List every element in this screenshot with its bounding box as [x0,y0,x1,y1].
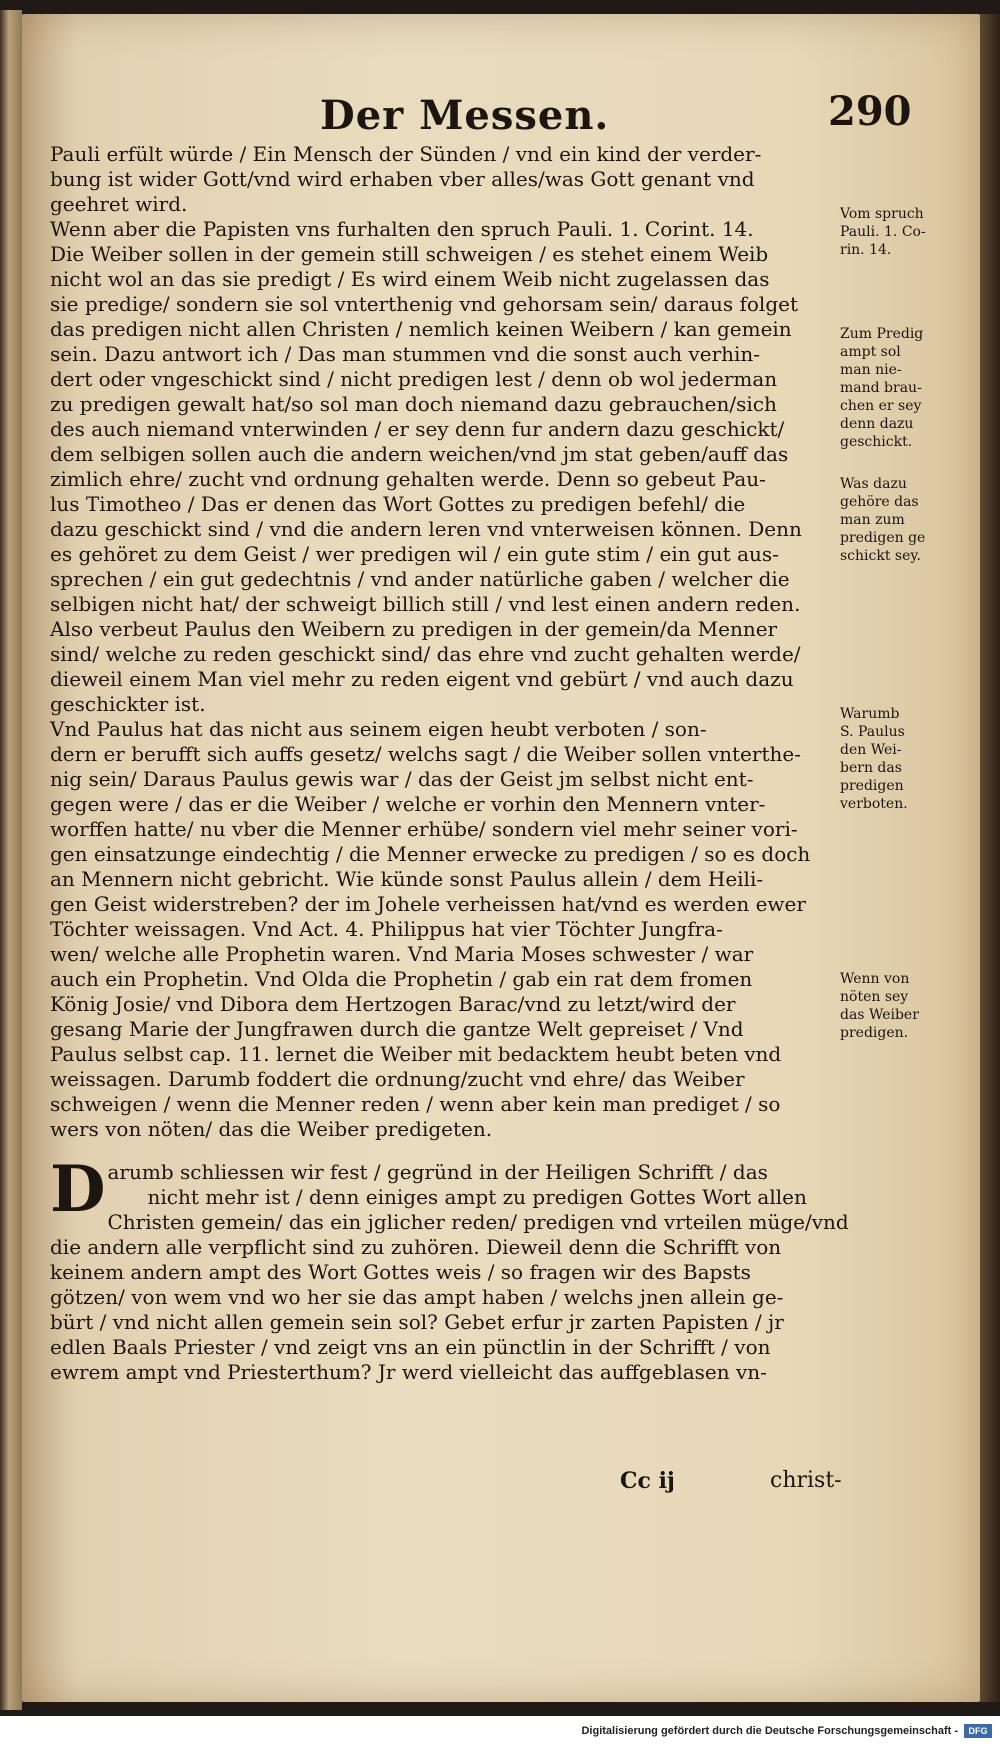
margin-note-line: das Weiber [840,1007,919,1023]
text-line: geschickter ist. [50,692,206,716]
funding-credit: Digitalisierung gefördert durch die Deutsche Forschungsgemeinschaft - [581,1725,958,1737]
margin-note [840,205,980,259]
text-line: bung ist wider Gott/vnd wird erhaben vber alles/was Gott genant vnd [50,167,755,191]
text-line [50,1260,830,1285]
margin-note-line: chen er sey [840,398,922,414]
margin-note [840,325,980,451]
margin-note-line: nöten sey [840,989,909,1005]
text-line [50,1235,830,1260]
margin-note-line: predigen [840,778,904,794]
text-line [50,1335,830,1360]
text-line: nig sein/ Daraus Paulus gewis war / das der Geist jm selbst nicht ent- [50,767,754,791]
text-line: Paulus selbst cap. 11. lernet die Weiber mit bedacktem heubt beten vnd [50,1042,782,1066]
text-line: gen Geist widerstreben? der im Johele verheissen hat/vnd es werden ewer [50,892,806,916]
margin-note-line: gehöre das [840,494,919,510]
text-line-content: Christen gemein/ das ein jglicher reden/ predigen vnd vrteilen müge/vnd [107,1210,849,1234]
margin-note-line: Was dazu [840,476,907,492]
text-line: geehret wird. [50,192,188,216]
text-line: Die Weiber sollen in der gemein still schweigen / es stehet einem Weib [50,242,769,266]
margin-note-line: Vom spruch [840,206,924,222]
page-gutter-shadow [980,14,1000,1702]
text-line: des auch niemand vnterwinden / er sey denn fur andern dazu geschickt/ [50,417,785,441]
text-line-content: nicht mehr ist / denn einiges ampt zu predigen Gottes Wort allen [147,1185,807,1209]
text-line: Töchter weissagen. Vnd Act. 4. Philippus hat vier Töchter Jungfra- [50,917,723,941]
text-line-content: arumb schliessen wir fest / gegründ in der Heiligen Schrifft / das [107,1160,768,1184]
text-line-content: edlen Baals Priester / vnd zeigt vns an ein pünctlin in der Schrifft / von [50,1335,771,1359]
text-line: nicht wol an das sie predigt / Es wird einem Weib nicht zugelassen das [50,267,770,291]
paragraph-main [50,142,830,1142]
text-line: an Mennern nicht gebricht. Wie künde sonst Paulus allein / dem Heili- [50,867,764,891]
catchword: christ- [770,1468,842,1493]
text-line-content: bürt / vnd nicht allen gemein sein sol? Gebet erfur jr zarten Papisten / jr [50,1310,784,1334]
text-line: zimlich ehre/ zucht vnd ordnung gehalten werde. Denn so gebeut Pau- [50,467,766,491]
text-line [50,1210,849,1235]
text-line-content: ewrem ampt vnd Priesterthum? Jr werd vielleicht das auffgeblasen vn- [50,1360,767,1384]
margin-note-line: ampt sol [840,344,901,360]
margin-note [840,705,980,813]
margin-note-line: Pauli. 1. Co- [840,224,926,240]
margin-note-line: mand brau- [840,380,922,396]
text-line: sie predige/ sondern sie sol vnterthenig vnd gehorsam sein/ daraus folget [50,292,798,316]
text-line: dazu geschickt sind / vnd die andern leren vnd vnterweisen können. Denn [50,517,802,541]
margin-note-line: denn dazu [840,416,914,432]
margin-note-line: verboten. [840,796,908,812]
text-line [50,1360,830,1385]
margin-note-line: man nie- [840,362,902,378]
text-line: gegen were / das er die Weiber / welche er vorhin den Mennern vnter- [50,792,766,816]
text-line: Vnd Paulus hat das nicht aus seinem eigen heubt verboten / son- [50,717,707,741]
page-number: 290 [828,88,912,135]
text-line: es gehöret zu dem Geist / wer predigen wil / ein gute stim / ein gut aus- [50,542,779,566]
text-line-content: götzen/ von wem vnd wo her sie das ampt haben / welchs jnen allein ge- [50,1285,784,1309]
margin-note-line: Warumb [840,706,900,722]
text-line: dert oder vngeschickt sind / nicht predigen lest / denn ob wol jederman [50,367,778,391]
footer-bar [0,1716,1000,1748]
margin-note-line: Wenn von [840,971,910,987]
text-line: Pauli erfült würde / Ein Mensch der Sünden / vnd ein kind der verder- [50,142,762,166]
text-line: wers von nöten/ das die Weiber predigeten. [50,1117,493,1141]
text-line: sein. Dazu antwort ich / Das man stummen vnd die sonst auch verhin- [50,342,761,366]
text-line: Also verbeut Paulus den Weibern zu predigen in der gemein/da Menner [50,617,778,641]
text-line: König Josie/ vnd Dibora dem Hertzogen Barac/vnd zu letzt/wird der [50,992,736,1016]
text-line: dern er berufft sich auffs gesetz/ welchs sagt / die Weiber sollen vnterthe- [50,742,801,766]
text-line: Wenn aber die Papisten vns furhalten den spruch Pauli. 1. Corint. 14. [50,217,754,241]
running-head: Der Messen. [320,92,610,139]
margin-note-line: rin. 14. [840,242,892,258]
margin-note-line: S. Paulus [840,724,905,740]
text-line: gesang Marie der Jungfrawen durch die gantze Welt gepreiset / Vnd [50,1017,744,1041]
text-line [50,1185,830,1210]
text-line: gen einsatzunge eindechtig / die Menner erwecke zu predigen / so es doch [50,842,811,866]
margin-note [840,475,980,565]
text-line: selbigen nicht hat/ der schweigt billich still / vnd lest einen andern reden. [50,592,801,616]
text-line: worffen hatte/ nu vber die Menner erhübe/ sondern viel mehr seiner vori- [50,817,798,841]
body-text [50,142,849,1385]
text-line-content: keinem andern ampt des Wort Gottes weis / so fragen wir des Bapsts [50,1260,751,1284]
text-line: sind/ welche zu reden geschickt sind/ das ehre vnd zucht gehalten werde/ [50,642,801,666]
margin-note [840,970,980,1042]
facing-page-edge [0,10,22,1710]
text-line: lus Timotheo / Das er denen das Wort Gottes zu predigen befehl/ die [50,492,746,516]
text-line: dieweil einem Man viel mehr zu reden eigent vnd gebürt / vnd auch dazu [50,667,794,691]
text-line-content: die andern alle verpflicht sind zu zuhören. Dieweil denn die Schrifft von [50,1235,782,1259]
signature-mark: Cc ij [620,1468,675,1494]
margin-note-line: predigen. [840,1025,909,1041]
text-line [50,1285,830,1310]
text-line: schweigen / wenn die Menner reden / wenn aber kein man prediget / so [50,1092,781,1116]
margin-note-line: predigen ge [840,530,926,546]
paragraph-conclusion [50,1152,849,1385]
dfg-logo[interactable]: DFG [964,1724,992,1738]
margin-note-line: Zum Predig [840,326,924,342]
margin-note-line: bern das [840,760,902,776]
text-line: das predigen nicht allen Christen / nemlich keinen Weibern / kan gemein [50,317,792,341]
text-line: auch ein Prophetin. Vnd Olda die Prophetin / gab ein rat dem fromen [50,967,753,991]
text-line: weissagen. Darumb foddert die ordnung/zucht vnd ehre/ das Weiber [50,1067,745,1091]
margin-note-line: schickt sey. [840,548,921,564]
margin-note-line: man zum [840,512,905,528]
drop-cap: D [50,1152,106,1227]
margin-note-line: geschickt. [840,434,913,450]
text-line: zu predigen gewalt hat/so sol man doch niemand dazu gebrauchen/sich [50,392,777,416]
text-line: wen/ welche alle Prophetin waren. Vnd Maria Moses schwester / war [50,942,754,966]
text-line [50,1310,830,1335]
text-line: dem selbigen sollen auch die andern weichen/vnd jm stat geben/auff das [50,442,789,466]
text-line: sprechen / ein gut gedechtnis / vnd ander natürliche gaben / welcher die [50,567,790,591]
margin-note-line: den Wei- [840,742,902,758]
